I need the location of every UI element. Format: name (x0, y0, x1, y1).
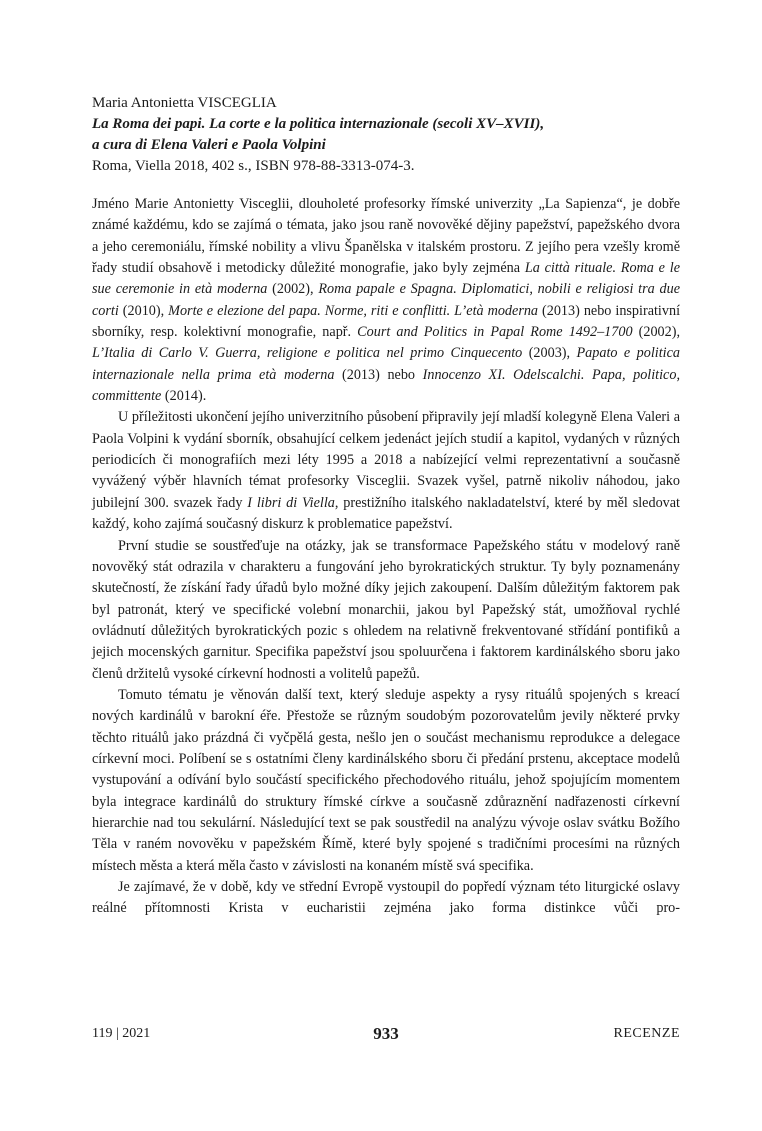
paragraph-1 (92, 194, 680, 407)
text-run: (2003), (522, 345, 577, 362)
page-footer (92, 1024, 680, 1048)
text-run: (2010), (118, 302, 169, 319)
section-label: RECENZE (613, 1026, 680, 1041)
paragraph-5: Je zajímavé, že v době, kdy ve střední Evropě vystoupil do popředí význam této liturgické oslavy reálné přítomnosti Krista v eucharistii zejména jako forma distinkce vůči pro- (92, 879, 680, 917)
review-body (92, 194, 680, 920)
book-title-line-2: a cura di Elena Valeri e Paola Volpini (92, 137, 326, 153)
text-run: U příležitosti ukončení jejího univerzitního působení připravily její mladší kolegyně Elena Valeri a Paola Volpini k vydání sborník, obsahující celkem jedenáct jejích studií a kapitol, vydaných v různých periodicích či monografiích mezi léty 1995 a 2018 a nabízející velmi reprezentativní a současně vyvážený výběr hlavních témat profesorky Viscegliі. Svazek vyšel, patrně nikoliv náhodou, jako jubilejní 300. svazek řady (92, 409, 680, 511)
volume-year: 119 | 2021 (92, 1026, 151, 1041)
series-title: I libri di Viella (247, 494, 335, 511)
publication-details: Roma, Viella 2018, 402 s., ISBN 978-88-3313-074-3. (92, 158, 415, 174)
text-run: (2013) nebo inspirativní sborníky, resp. kolektivní monografie, např. (92, 302, 681, 341)
text-run: , prestižního italského nakladatelství, které by měl sledovat každý, koho zajímá současný diskurz k problematice papežství. (92, 494, 680, 533)
text-run: (2002), (632, 324, 681, 341)
text-run: (2014). (161, 388, 207, 405)
book-title-line-1: La Roma dei papi. La corte e la politica internazionale (secoli XV–XVII), (92, 116, 545, 132)
work-title: La città rituale. Roma e le sue ceremonie in età moderna (92, 260, 680, 298)
text-run: Jméno Marie Antonietty Viscegliі, dlouholeté profesorky římské univerzity „La Sapienza“, je dobře známé každému, kdo se zajímá o témata, jako jsou raně novověké dějiny papežství, papežského dvora a jeho ceremoniálu, římské nobility a vlivu Španělska v italském prostoru. Z jejího pera vzešly kromě řady studií obsahově i metodicky důležité monografie, jako byly zejména (92, 196, 680, 277)
paragraph-3: První studie se soustřeďuje na otázky, jak se transformace Papežského státu v modelový raně novověký stát odrazila v charakteru a fungování jeho byrokratických struktur. Ty byly poznamenány skutečností, že získání řady úřadů bylo možné díky jejich zakoupení. Dalším důležitým faktorem pak byl patronát, který ve specifické volební monarchii, jakou byl Papežský stát, umožňoval rychlé ovládnutí důležitých byrokratických pozic s ohledem na relativně frekventované střídání pontifiků a jejich mocenských garnitur. Specifika papežství jsou spoluurčena i faktorem kardinálského sboru jako členů držitelů vysoké církevní hodnosti a volitelů papežů. (92, 537, 680, 682)
text-run: (2002), (267, 281, 319, 298)
work-title: Innocenzo XI. Odelscalchi. Papa, politico, committente (92, 366, 680, 405)
paragraph-4: Tomuto tématu je věnován další text, který sleduje aspekty a rysy rituálů spojených s kreací nových kardinálů v barokní éře. Přestože se různým soudobým pozorovatelům jevily některé prvky těchto rituálů jako prázdná či vyčpělá gesta, nešlo jen o součást mechanismu reprodukce a delegace církevní moci. Políbení se s ostatními členy kardinálského sboru či předání prstenu, akceptace modelů vystupování a odívání bylo součástí specifického přechodového rituálu, jehož spojujícím momentem byla integrace kardinálů do struktury římské církve a současně zdůraznění nadřazenosti církevní hierarchie nad tou sekulární. Následující text se pak soustředil na analýzu vývoje oslav svátku Božího Těla v raném novověku v papežském Římě, které byly spojené s tradičními procesími na různých místech města a která měla často v závislosti na konaném místě svá specifika. (92, 686, 680, 874)
work-title: Roma papale e Spagna. Diplomatici, nobili e religiosi tra due corti (92, 281, 680, 319)
citation-header (92, 93, 692, 177)
text-run: (2013) nebo (334, 366, 423, 383)
work-title: Papato e politica internazionale nella prima età moderna (92, 345, 680, 383)
paragraph-2 (92, 407, 680, 535)
author-name: Maria Antonietta VISCEGLIA (92, 95, 277, 111)
page-number: 933 (373, 1024, 399, 1043)
work-title: Morte e elezione del papa. Norme, riti e conflitti. L’età moderna (168, 302, 539, 319)
work-title: L’Italia di Carlo V. Guerra, religione e politica nel primo Cinquecento (92, 345, 523, 362)
work-title: Court and Politics in Papal Rome 1492–1700 (357, 324, 633, 341)
